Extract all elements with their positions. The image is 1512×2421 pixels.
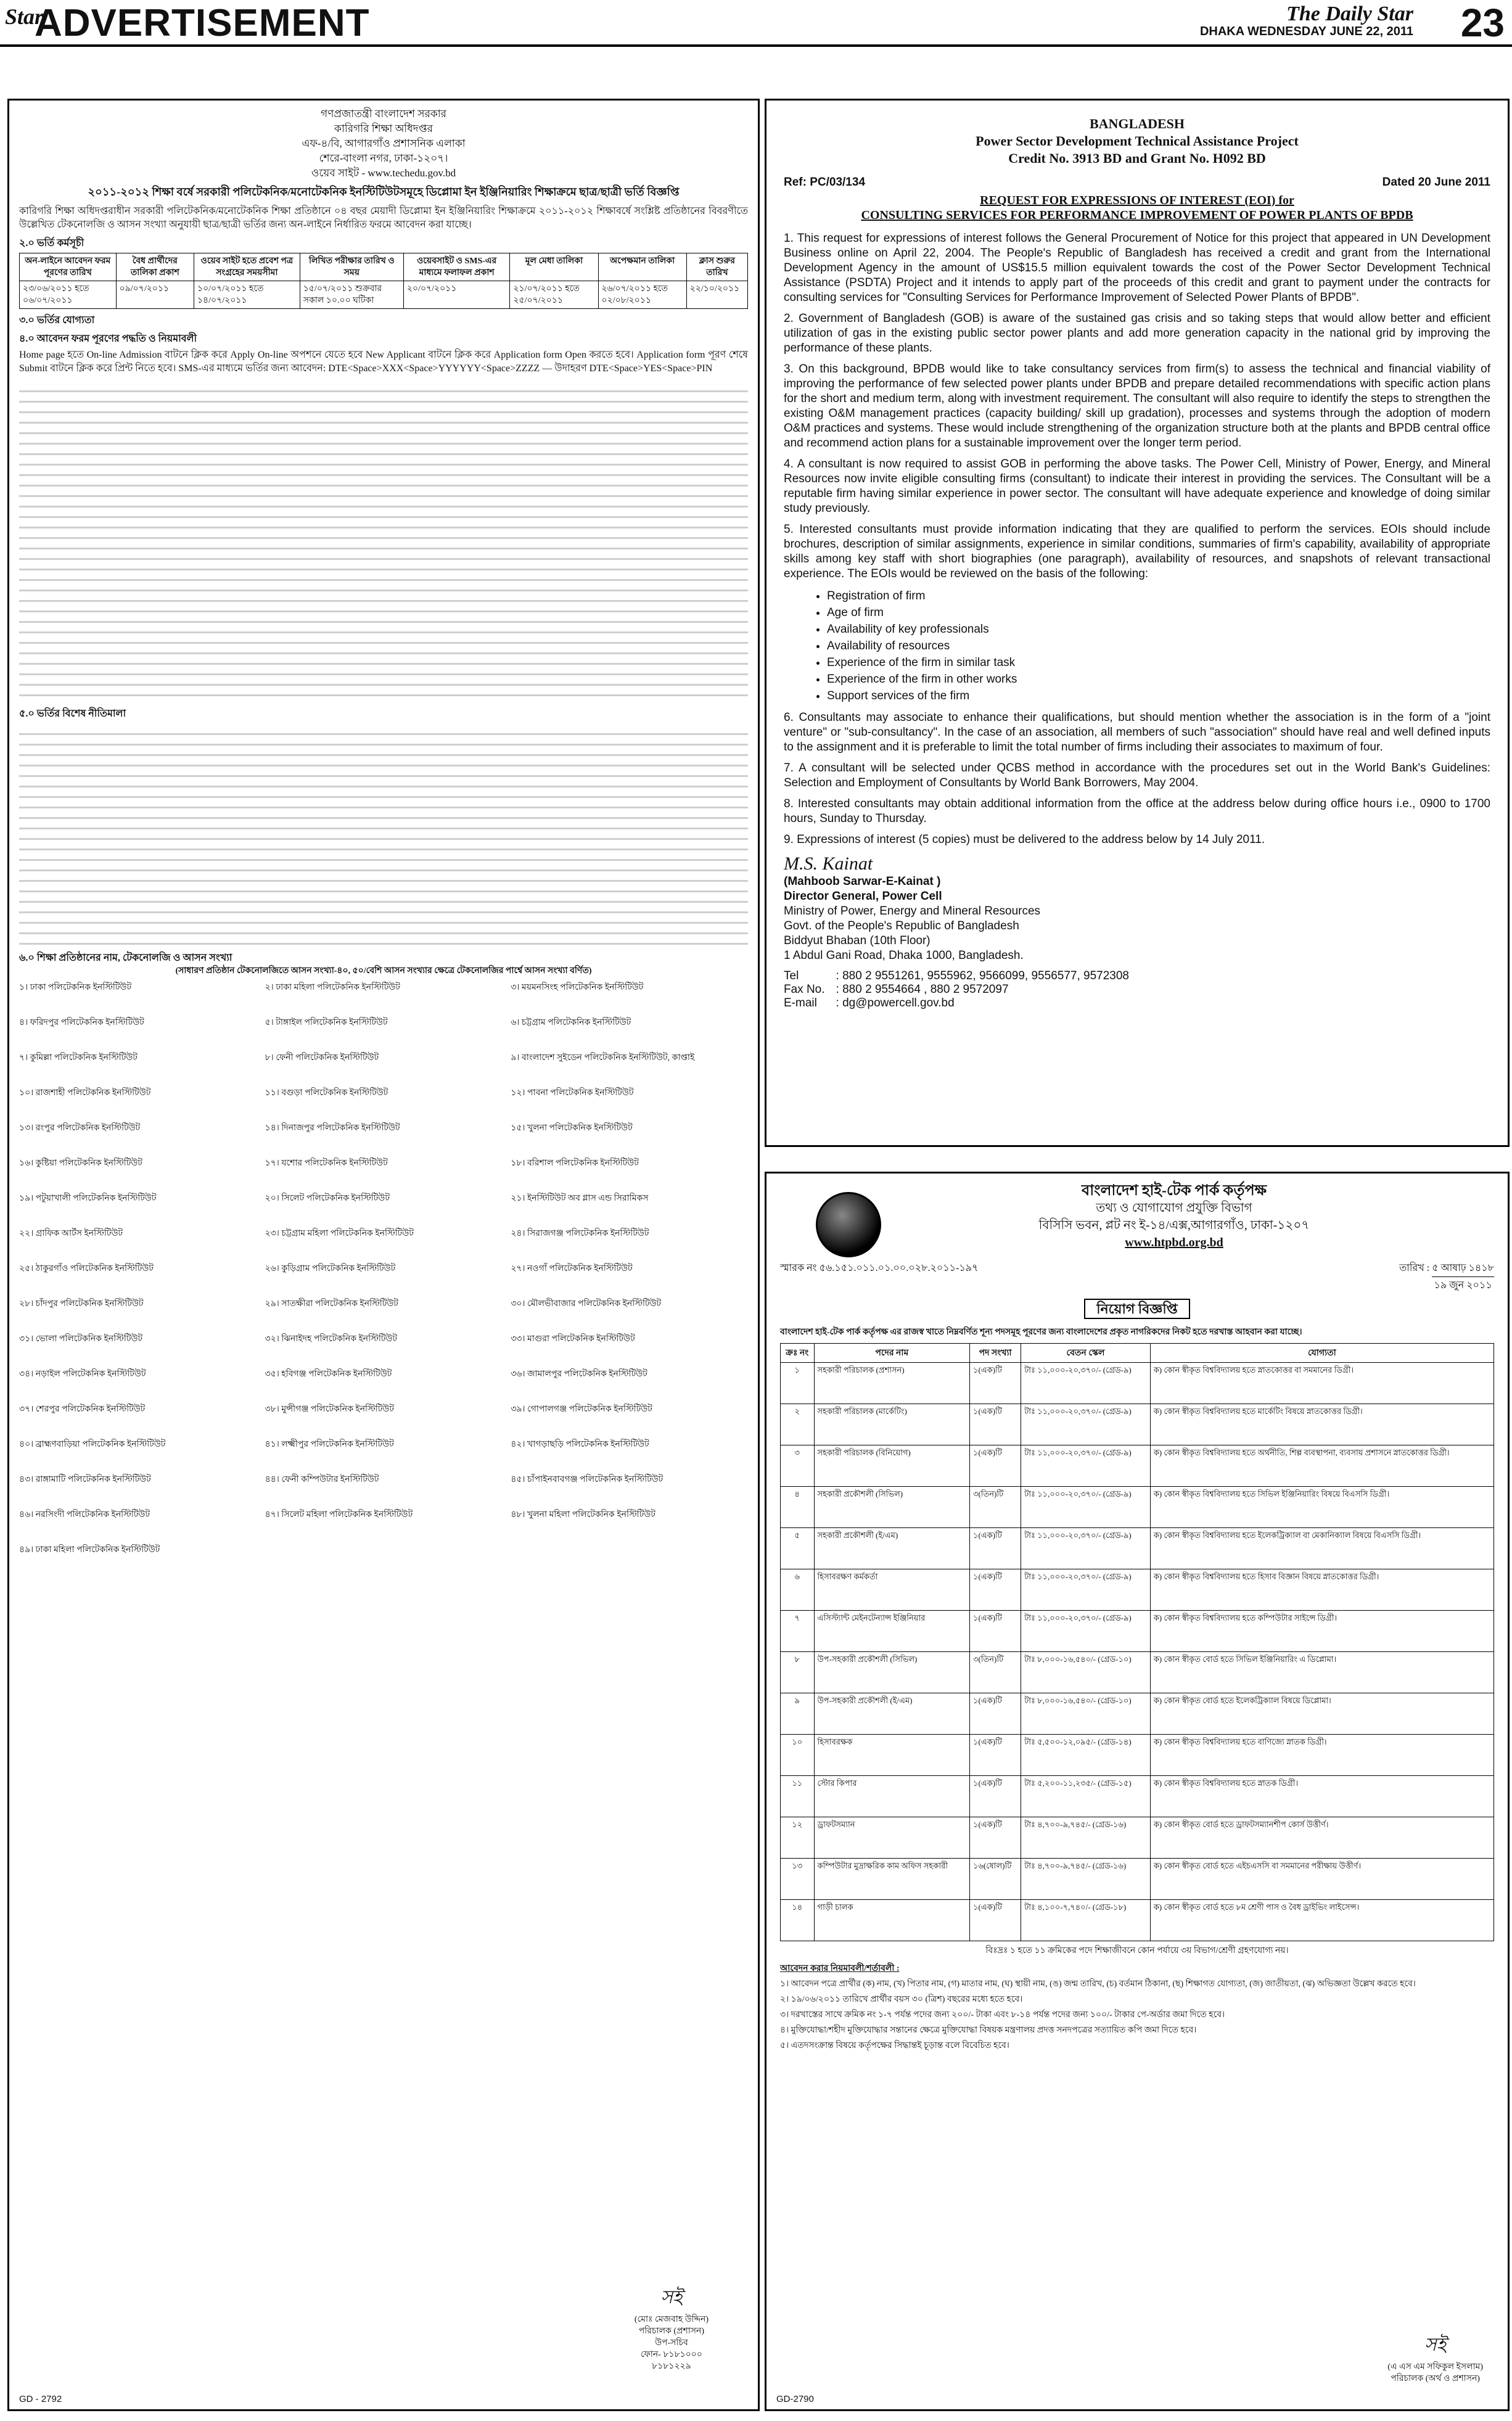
table-cell: ক) কোন স্বীকৃত বিশ্ববিদ্যালয় হতে কম্পিউটার সাইন্সে ডিগ্রী। <box>1150 1611 1494 1652</box>
table-cell: ৫ <box>781 1528 815 1569</box>
list-item: ৩৪। নড়াইল পলিটেকনিক ইনস্টিটিউট <box>19 1370 146 1379</box>
table-header-cell: ওয়েবসাইট ও SMS-এর মাধ্যমে ফলাফল প্রকাশ <box>403 253 510 281</box>
ad-header <box>19 107 748 181</box>
header-line: এফ-৪/বি, আগারগাঁও প্রশাসনিক এলাকা <box>302 138 466 149</box>
list-item: ৪২। খাগড়াছড়ি পলিটেকনিক ইনস্টিটিউট <box>511 1440 649 1449</box>
table-cell: সহকারী পরিচালক (মার্কেটিং) <box>814 1404 970 1445</box>
table-row <box>20 281 748 309</box>
list-item: • Experience of the firm in similar task <box>827 654 1490 671</box>
eoi-body <box>784 231 1490 582</box>
section-heading: ৬.০ শিক্ষা প্রতিষ্ঠানের নাম, টেকনোলজি ও আসন সংখ্যা <box>19 953 232 963</box>
table-row <box>781 1900 1494 1941</box>
table-cell: টাঃ ৪,৭০০-৯,৭৪৫/- (গ্রেড-১৬) <box>1021 1859 1151 1900</box>
list-item: ২৩। চট্টগ্রাম মহিলা পলিটেকনিক ইনস্টিটিউট <box>265 1229 414 1238</box>
list-item: ৩১। ভোলা পলিটেকনিক ইনস্টিটিউট <box>19 1334 143 1344</box>
ad-code: GD-2790 <box>776 2394 814 2404</box>
table-cell: ১০ <box>781 1735 815 1776</box>
table-cell: ৬ <box>781 1569 815 1611</box>
table-cell: টাঃ ১১,০০০-২০,৩৭০/- (গ্রেড-৯) <box>1021 1445 1151 1487</box>
table-cell: ১(এক)টি <box>970 1404 1021 1445</box>
signatory-line: Biddyut Bhaban (10th Floor) <box>784 934 931 947</box>
table-row <box>781 1735 1494 1776</box>
table-row <box>781 1859 1494 1900</box>
application-instructions: Home page হতে On-line Admission বাটনে ক্লিক করে Apply On-line অপশনে যেতে হবে New Applicant বাটনে ক্লিক করে Application form Open করতে হবে। Application form পূরণ শেষে Submit বাটনে ক্লিক করে প্রিন্ট নিতে হবে। SMS-এর মাধ্যমে ভর্তির জন্য আবেদন: DTE<Space>XXX<Space>YYYYYY<Space>ZZZZ — উদাহরণ DTE<Space>YES<Space>PIN <box>19 350 748 374</box>
table-cell: ১৩ <box>781 1859 815 1900</box>
table-row <box>781 1817 1494 1859</box>
paragraph: 8. Interested consultants may obtain additional information from the office at the address below during office hours i.e., 0900 to 1700 hours, Sunday to Thursday. <box>784 797 1490 825</box>
paragraph: 6. Consultants may associate to enhance their qualifications, but should mention whether the association is in the form of a "joint venture" or "sub-consultancy". In the case of an association, all members of such "association" should have real and well defined inputs to the assignment and it is preferable to limit the total number of firms including their associates to maximum of four. <box>784 711 1490 754</box>
table-cell: ১(এক)টি <box>970 1363 1021 1404</box>
header-line: বাংলাদেশ হাই-টেক পার্ক কর্তৃপক্ষ <box>1081 1183 1267 1199</box>
rule-item: ৩। দরখাস্তের সাথে ক্রমিক নং ১-৭ পর্যন্ত পদের জন্য ২০০/- টাকা এবং ৮-১৪ পর্যন্ত পদের জন্য ১০০/- টাকার পে-অর্ডার জমা দিতে হবে। <box>780 2010 1225 2020</box>
list-item: ২। ঢাকা মহিলা পলিটেকনিক ইনস্টিটিউট <box>265 983 400 992</box>
contact-value: : 880 2 9554664 , 880 2 9572097 <box>836 983 1009 996</box>
list-item: ১৩। রংপুর পলিটেকনিক ইনস্টিটিউট <box>19 1124 141 1133</box>
list-item: ৪০। ব্রাহ্মণবাড়িয়া পলিটেকনিক ইনস্টিটিউট <box>19 1440 166 1449</box>
ad-header <box>784 115 1490 167</box>
signatory-line: Ministry of Power, Energy and Mineral Resources <box>784 905 1041 918</box>
list-item: ১৫। খুলনা পলিটেকনিক ইনস্টিটিউট <box>511 1124 633 1133</box>
table-cell: ১(এক)টি <box>970 1445 1021 1487</box>
signature-block <box>635 2282 709 2372</box>
header-line: www.htpbd.org.bd <box>1125 1236 1223 1249</box>
table-cell: ড্রাফটসম্যান <box>814 1817 970 1859</box>
table-cell: ক) কোন স্বীকৃত বোর্ড হতে ইলেকট্রিক্যাল বিষয়ে ডিপ্লোমা। <box>1150 1693 1494 1735</box>
table-header-row <box>20 253 748 281</box>
table-cell: ১২ <box>781 1817 815 1859</box>
table-cell: ১(এক)টি <box>970 1569 1021 1611</box>
table-cell: ২৩/০৬/২০১১ হতে ০৬/০৭/২০১১ <box>20 281 117 309</box>
list-item: ১১। বগুড়া পলিটেকনিক ইনস্টিটিউট <box>265 1088 388 1098</box>
table-cell: ০৯/০৭/২০১১ <box>116 281 194 309</box>
signatory-line: পরিচালক (প্রশাসন) <box>638 2327 705 2336</box>
eoi-body-continued <box>784 710 1490 847</box>
paragraph: 5. Interested consultants must provide information indicating that they are qualified to perform the services. EOIs should include brochures, description of similar assignments, experience in similar conditions, summaries of firm's capability, availability of appropriate skills among key staff with short biographies (one paragraph), availability of resources, and snapshots of relevant transactional experience. The EOIs would be reviewed on the basis of the following: <box>784 523 1490 580</box>
table-header-cell: বৈধ প্রার্থীদের তালিকা প্রকাশ <box>116 253 194 281</box>
ad-title <box>784 193 1490 223</box>
table-cell: সহকারী পরিচালক (প্রশাসন) <box>814 1363 970 1404</box>
signature: সই <box>1424 2335 1447 2355</box>
ad-title: ২০১১-২০১২ শিক্ষা বর্ষে সরকারী পলিটেকনিক/মনোটেকনিক ইনস্টিটিউটসমূহে ডিপ্লোমা ইন ইঞ্জিনিয়ারিং শিক্ষাক্রমে ছাত্র/ছাত্রী ভর্তি বিজ্ঞপ্তি <box>88 186 680 198</box>
section-heading: ৩.০ ভর্তির যোগ্যতা <box>19 315 95 326</box>
header-line: কারিগরি শিক্ষা অধিদপ্তর <box>334 123 433 134</box>
memo-number: স্মারক নং ৫৬.১৫১.০১১.০১.০০.০২৮.২০১১-১৯৭ <box>780 1263 979 1273</box>
table-cell: ক) কোন স্বীকৃত বোর্ড হতে ড্রাফটসম্যানশীপ কোর্স উত্তীর্ণ। <box>1150 1817 1494 1859</box>
list-item: ১০। রাজশাহী পলিটেকনিক ইনস্টিটিউট <box>19 1088 151 1098</box>
table-cell: ১৬(ষোল)টি <box>970 1859 1021 1900</box>
table-cell: ক) কোন স্বীকৃত বোর্ড হতে সিভিল ইঞ্জিনিয়ারিং এ ডিপ্লোমা। <box>1150 1652 1494 1693</box>
organization-emblem-icon <box>816 1192 881 1257</box>
list-item: ১। ঢাকা পলিটেকনিক ইনস্টিটিউট <box>19 983 132 992</box>
list-item: ৩৭। শেরপুর পলিটেকনিক ইনস্টিটিউট <box>19 1405 146 1414</box>
header-line: গণপ্রজাতন্ত্রী বাংলাদেশ সরকার <box>320 108 447 120</box>
table-cell: ১(এক)টি <box>970 1776 1021 1817</box>
page-number: 23 <box>1460 1 1505 45</box>
ad-header <box>854 1182 1494 1251</box>
list-item: ৩৫। হবিগঞ্জ পলিটেকনিক ইনস্টিটিউট <box>265 1370 392 1379</box>
table-cell: ২২/১০/২০১১ <box>686 281 747 309</box>
rules-heading: আবেদন করার নিয়মাবলী/শর্তাবলী : <box>780 1964 900 1973</box>
table-cell: টাঃ ১১,০০০-২০,৩৭০/- (গ্রেড-৯) <box>1021 1487 1151 1528</box>
table-header-row <box>781 1344 1494 1363</box>
table-cell: ১৪ <box>781 1900 815 1941</box>
list-item: ৪৪। ফেনী কম্পিউটার ইনস্টিটিউট <box>265 1475 379 1484</box>
eoi-notice-ad <box>765 99 1510 1147</box>
masthead <box>0 0 1512 47</box>
table-cell: ক) কোন স্বীকৃত বিশ্ববিদ্যালয় হতে বাণিজ্যে স্নাতক ডিগ্রী। <box>1150 1735 1494 1776</box>
table-row <box>781 1693 1494 1735</box>
table-cell: গাড়ী চালক <box>814 1900 970 1941</box>
table-cell: স্টোর কিপার <box>814 1776 970 1817</box>
list-item: • Age of firm <box>827 604 1490 621</box>
table-row <box>781 1487 1494 1528</box>
table-cell: টাঃ ৫,৫০০-১২,০৯৫/- (গ্রেড-১৪) <box>1021 1735 1151 1776</box>
newspaper-name: The Daily Star <box>1286 2 1413 25</box>
table-cell: টাঃ ৮,০০০-১৬,৫৪০/- (গ্রেড-১০) <box>1021 1693 1151 1735</box>
table-cell: ১(এক)টি <box>970 1817 1021 1859</box>
table-cell: টাঃ ১১,০০০-২০,৩৭০/- (গ্রেড-৯) <box>1021 1404 1151 1445</box>
list-item: ২১। ইনস্টিটিউট অব গ্লাস এন্ড সিরামিকস <box>511 1194 649 1203</box>
list-item: ৫। টাঙ্গাইল পলিটেকনিক ইনস্টিটিউট <box>265 1018 388 1027</box>
list-item: ৮। ফেনী পলিটেকনিক ইনস্টিটিউট <box>265 1053 379 1063</box>
evaluation-criteria-list <box>827 588 1490 704</box>
contact-label: E-mail <box>784 997 817 1009</box>
date-bengali: ৫ আষাঢ় ১৪১৮ <box>1432 1260 1494 1277</box>
table-cell: ৪ <box>781 1487 815 1528</box>
table-cell: এসিস্ট্যান্ট মেইনটেন্যান্স ইঞ্জিনিয়ার <box>814 1611 970 1652</box>
signatory-line: (Mahboob Sarwar-E-Kainat ) <box>784 875 941 888</box>
paragraph: 9. Expressions of interest (5 copies) must be delivered to the address below by 14 July 2011. <box>784 833 1265 846</box>
list-item: • Availability of resources <box>827 638 1490 654</box>
signature-block <box>1387 2330 1483 2385</box>
table-cell: ২১/০৭/২০১১ হতে ২৫/০৭/২০১১ <box>510 281 598 309</box>
rule-item: ২। ১৯/০৬/২০১১ তারিখে প্রার্থীর বয়স ৩০ (ত্রিশ) বছরের মধ্যে হতে হবে। <box>780 1995 1023 2004</box>
header-line: বিসিসি ভবন, প্লট নং ই-১৪/এক্স,আগারগাঁও, ঢাকা-১২০৭ <box>1038 1219 1310 1232</box>
table-header-cell: ক্রঃ নং <box>781 1344 815 1363</box>
list-item: ২৭। নওগাঁ পলিটেকনিক ইনস্টিটিউট <box>511 1264 633 1273</box>
list-item: ১৯। পটুয়াখালী পলিটেকনিক ইনস্টিটিউট <box>19 1194 157 1203</box>
table-cell: হিসাবরক্ষক <box>814 1735 970 1776</box>
table-cell: হিসাবরক্ষণ কর্মকর্তা <box>814 1569 970 1611</box>
date-label: তারিখ : <box>1399 1263 1430 1273</box>
table-cell: ক) কোন স্বীকৃত বিশ্ববিদ্যালয় হতে সিভিল ইঞ্জিনিয়ারিং বিষয়ে বিএসসি ডিগ্রী। <box>1150 1487 1494 1528</box>
list-item: ৪১। লক্ষ্মীপুর পলিটেকনিক ইনস্টিটিউট <box>265 1440 394 1449</box>
table-row <box>781 1363 1494 1404</box>
table-cell: ২ <box>781 1404 815 1445</box>
table-cell: ৩(তিন)টি <box>970 1487 1021 1528</box>
table-row <box>781 1776 1494 1817</box>
table-cell: ১(এক)টি <box>970 1735 1021 1776</box>
instruction-text-block <box>19 382 748 702</box>
section-heading: ৪.০ আবেদন ফরম পূরণের পদ্ধতি ও নিয়মাবলী <box>19 334 197 344</box>
policy-text-block <box>19 725 748 947</box>
signatory-line: পরিচালক (অর্থ ও প্রশাসন) <box>1391 2374 1480 2383</box>
list-item: ৩০। মৌলভীবাজার পলিটেকনিক ইনস্টিটিউট <box>511 1299 662 1309</box>
header-line: Credit No. 3913 BD and Grant No. H092 BD <box>1008 150 1266 166</box>
list-item: • Support services of the firm <box>827 688 1490 704</box>
list-item: ২৬। কুড়িগ্রাম পলিটেকনিক ইনস্টিটিউট <box>265 1264 396 1273</box>
table-cell: ১১ <box>781 1776 815 1817</box>
list-item: • Experience of the firm in other works <box>827 671 1490 688</box>
table-cell: ১৫/০৭/২০১১ শুক্রবার সকাল ১০.০০ ঘটিকা <box>300 281 403 309</box>
list-item: ৪৩। রাঙ্গামাটি পলিটেকনিক ইনস্টিটিউট <box>19 1475 151 1484</box>
table-cell: টাঃ ৮,০০০-১৬,৫৪০/- (গ্রেড-১০) <box>1021 1652 1151 1693</box>
rule-item: ৪। মুক্তিযোদ্ধা/শহীদ মুক্তিযোদ্ধার সন্তানের ক্ষেত্রে মুক্তিযোদ্ধা বিষয়ক মন্ত্রণালয় প্রদত্ত সনদপত্রের সত্যায়িত কপি জমা দিতে হবে। <box>780 2026 1197 2035</box>
signature: M.S. Kainat <box>784 853 873 874</box>
signatory-line: (মোঃ মেজবাহ উদ্দিন) <box>634 2315 709 2324</box>
ad-code: GD - 2792 <box>19 2394 62 2404</box>
table-cell: সহকারী প্রকৌশলী (সিভিল) <box>814 1487 970 1528</box>
header-line: BANGLADESH <box>1089 116 1185 131</box>
ad-title: নিয়োগ বিজ্ঞপ্তি <box>1084 1299 1190 1319</box>
list-item: ৪। ফরিদপুর পলিটেকনিক ইনস্টিটিউট <box>19 1018 144 1027</box>
table-header-cell: মূল মেধা তালিকা <box>510 253 598 281</box>
institutes-subheading: (সাধারণ প্রতিষ্ঠান টেকনোলজিতে আসন সংখ্যা-৪০, ৫০/বেশি আসন সংখ্যার ক্ষেত্রে টেকনোলজির পার্শ্বে আসন সংখ্যা বর্ণিত) <box>175 966 592 976</box>
rule-item: ৫। এতদসংক্রান্ত বিষয়ে কর্তৃপক্ষের সিদ্ধান্তই চূড়ান্ত বলে বিবেচিত হবে। <box>780 2041 1009 2050</box>
table-header-cell: অপেক্ষমান তালিকা <box>598 253 686 281</box>
table-cell: ১(এক)টি <box>970 1528 1021 1569</box>
list-item: ২৪। সিরাজগঞ্জ পলিটেকনিক ইনস্টিটিউট <box>511 1229 649 1238</box>
ad-intro: কারিগরি শিক্ষা অধিদপ্তরাধীন সরকারী পলিটেকনিক/মনোটেকনিক শিক্ষা প্রতিষ্ঠানে ০৪ বছর মেয়াদী ডিপ্লোমা ইন ইঞ্জিনিয়ারিং শিক্ষাক্রমে ২০১১-২০১২ শিক্ষাবর্ষে সংশ্লিষ্ট প্রতিষ্ঠানের বিবরণীতে উল্লেখিত টেকনোলজি ও আসন সংখ্যা অনুযায়ী ছাত্র/ছাত্রী ভর্তির জন্য অন-লাইনে নির্ধারিত ফরমে আবেদন করা যাচ্ছে। <box>19 206 748 230</box>
table-cell: সহকারী প্রকৌশলী (ই/এম) <box>814 1528 970 1569</box>
contact-row <box>784 983 1129 997</box>
table-header-cell: যোগ্যতা <box>1150 1344 1494 1363</box>
recruitment-notice-ad <box>765 1172 1510 2411</box>
header-line: শেরে-বাংলা নগর, ঢাকা-১২০৭। <box>319 152 448 164</box>
list-item: • Registration of firm <box>827 588 1490 604</box>
section-heading: ২.০ ভর্তি কর্মসূচী <box>19 238 84 249</box>
ad-intro: বাংলাদেশ হাই-টেক পার্ক কর্তৃপক্ষ এর রাজস্ব খাতে নিম্নবর্ণিত শূন্য পদসমূহ পূরণের জন্য বাংলাদেশের প্রকৃত নাগরিকদের নিকট হতে দরখাস্ত আহবান করা যাচ্ছে। <box>780 1328 1302 1337</box>
paragraph: 1. This request for expressions of interest follows the General Procurement of Notice for this project that appeared in UN Development Business online on April 22, 2004. The People's Republic of Bangladesh has received a credit and grant from the International Development Agency in the amount of US$15.5 million equivalent towards the cost of the Power Sector Development Technical Assistance (PSDTA) Project and it intends to apply part of the proceeds of this credit and grant to payment under the contracts for consulting services for "Consulting Services for Performance Improvement of Selected Power Plants of BPDB". <box>784 232 1490 304</box>
list-item: ২৯। সাতক্ষীরা পলিটেকনিক ইনস্টিটিউট <box>265 1299 398 1309</box>
newspaper-logo: Star <box>5 4 44 29</box>
signatory-line: Govt. of the People's Republic of Bangladesh <box>784 919 1019 932</box>
table-cell: ৯ <box>781 1693 815 1735</box>
signatory-line: 1 Abdul Gani Road, Dhaka 1000, Bangladesh. <box>784 949 1024 962</box>
table-cell: ৩ <box>781 1445 815 1487</box>
table-cell: টাঃ ৪,১০০-৭,৭৪০/- (গ্রেড-১৮) <box>1021 1900 1151 1941</box>
table-cell: টাঃ ১১,০০০-২০,৩৭০/- (গ্রেড-৯) <box>1021 1611 1151 1652</box>
table-row <box>781 1404 1494 1445</box>
institutes-list <box>19 982 748 1579</box>
list-item: ১৪। দিনাজপুর পলিটেকনিক ইনস্টিটিউট <box>265 1124 400 1133</box>
table-cell: ক) কোন স্বীকৃত বোর্ড হতে এইচএসসি বা সমমানের পরীক্ষায় উত্তীর্ণ। <box>1150 1859 1494 1900</box>
paragraph: 4. A consultant is now required to assist GOB in performing the above tasks. The Power Cell, Ministry of Power, Energy, and Mineral Resources now invite eligible consulting firms (consultant) to indicate their interest in providing the services. The Consultant will be a reputable firm having similar experience in power sector. The consultant will have adequate experience and knowledge of doing similar study previously. <box>784 458 1490 515</box>
list-item: ৩৮। মুন্সীগঞ্জ পলিটেকনিক ইনস্টিটিউট <box>265 1405 394 1414</box>
table-header-cell: ক্লাস শুরুর তারিখ <box>686 253 747 281</box>
table-header-cell: অন-লাইনে আবেদন ফরম পূরণের তারিখ <box>20 253 117 281</box>
table-cell: সহকারী পরিচালক (বিনিয়োগ) <box>814 1445 970 1487</box>
list-item: ৪৬। নরসিংদী পলিটেকনিক ইনস্টিটিউট <box>19 1510 150 1519</box>
list-item: ৪৭। সিলেট মহিলা পলিটেকনিক ইনস্টিটিউট <box>265 1510 413 1519</box>
contact-table <box>784 969 1129 1010</box>
admission-schedule-table <box>19 253 748 309</box>
table-cell: টাঃ ১১,০০০-২০,৩৭০/- (গ্রেড-৯) <box>1021 1569 1151 1611</box>
signatory-line: উপ-সচিব <box>655 2338 688 2348</box>
table-cell: ২০/০৭/২০১১ <box>403 281 510 309</box>
list-item: • Availability of key professionals <box>827 621 1490 638</box>
table-row <box>781 1611 1494 1652</box>
list-item: ৭। কুমিল্লা পলিটেকনিক ইনস্টিটিউট <box>19 1053 138 1063</box>
section-title: ADVERTISEMENT <box>35 2 370 44</box>
table-cell: ক) কোন স্বীকৃত বিশ্ববিদ্যালয় হতে স্নাতকোত্তর বা সমমানের ডিগ্রী। <box>1150 1363 1494 1404</box>
list-item: ৩। ময়মনসিংহ পলিটেকনিক ইনস্টিটিউট <box>511 983 644 992</box>
contact-row <box>784 997 1129 1010</box>
list-item: ৩৬। জামালপুর পলিটেকনিক ইনস্টিটিউট <box>511 1370 647 1379</box>
paragraph: 7. A consultant will be selected under QCBS method in accordance with the procedures set out in the World Bank's Guidelines: Selection and Employment of Consultants by World Bank Borrowers, May 2004. <box>784 762 1490 789</box>
list-item: ৪৮। খুলনা মহিলা পলিটেকনিক ইনস্টিটিউট <box>511 1510 655 1519</box>
rule-item: ১। আবেদন পত্রে প্রার্থীর (ক) নাম, (খ) পিতার নাম, (গ) মাতার নাম, (ঘ) স্থায়ী নাম, (ঙ) জন্ম তারিখ, (চ) বর্তমান ঠিকানা, (ছ) শিক্ষাগত যোগ্যতা, (জ) জাতীয়তা, (ঝ) অভিজ্ঞতা উল্লেখ করতে হবে। <box>780 1979 1416 1989</box>
list-item: ২৮। চাঁদপুর পলিটেকনিক ইনস্টিটিউট <box>19 1299 144 1309</box>
table-cell: উপ-সহকারী প্রকৌশলী (ই/এম) <box>814 1693 970 1735</box>
signatory-line: Director General, Power Cell <box>784 890 942 903</box>
list-item: ৬। চট্টগ্রাম পলিটেকনিক ইনস্টিটিউট <box>511 1018 631 1027</box>
contact-label: Fax No. <box>784 983 825 996</box>
contact-row <box>784 969 1129 983</box>
reference-number: Ref: PC/03/134 <box>784 176 866 189</box>
table-cell: টাঃ ১১,০০০-২০,৩৭০/- (গ্রেড-৯) <box>1021 1363 1151 1404</box>
issue-date: Dated 20 June 2011 <box>1382 176 1490 189</box>
contact-label: Tel <box>784 969 799 982</box>
table-cell: টাঃ ৫,২০০-১১,২৩৫/- (গ্রেড-১৫) <box>1021 1776 1151 1817</box>
list-item: ২০। সিলেট পলিটেকনিক ইনস্টিটিউট <box>265 1194 390 1203</box>
table-header-cell: ওয়েব সাইট হতে প্রবেশ পত্র সংগ্রহের সময়সীমা <box>194 253 300 281</box>
table-cell: উপ-সহকারী প্রকৌশলী (সিভিল) <box>814 1652 970 1693</box>
rules-list <box>780 1978 1494 2052</box>
list-item: ২৫। ঠাকুরগাঁও পলিটেকনিক ইনস্টিটিউট <box>19 1264 154 1273</box>
list-item: ২২। গ্রাফিক আর্টস ইনস্টিটিউট <box>19 1229 123 1238</box>
paragraph: 2. Government of Bangladesh (GOB) is aware of the sustained gas crisis and so taking steps that would allow better and efficient utilization of gas in the existing public sector power plants and add more generation capacity in the national grid by improving the performance of these plants. <box>784 312 1490 355</box>
list-item: ১৭। যশোর পলিটেকনিক ইনস্টিটিউট <box>265 1159 388 1168</box>
signatory-line: ফোন- ৮১৮১০০০ <box>640 2350 702 2359</box>
table-row <box>781 1445 1494 1487</box>
table-header-cell: পদ সংখ্যা <box>970 1344 1021 1363</box>
table-cell: ক) কোন স্বীকৃত বিশ্ববিদ্যালয় হতে অর্থনীতি, শিল্প ব্যবস্থাপনা, ব্যবসায় প্রশাসনে স্নাতকোত্তর ডিগ্রী। <box>1150 1445 1494 1487</box>
table-cell: ক) কোন স্বীকৃত বিশ্ববিদ্যালয় হতে হিসাব বিজ্ঞান বিষয়ে স্নাতকোত্তর ডিগ্রী। <box>1150 1569 1494 1611</box>
table-cell: ক) কোন স্বীকৃত বিশ্ববিদ্যালয় হতে মার্কেটিং বিষয়ে স্নাতকোত্তর ডিগ্রী। <box>1150 1404 1494 1445</box>
admission-notice-ad <box>7 99 760 2411</box>
header-line: তথ্য ও যোগাযোগ প্রযুক্তি বিভাগ <box>1096 1201 1252 1215</box>
list-item: ১৬। কুষ্টিয়া পলিটেকনিক ইনস্টিটিউট <box>19 1159 142 1168</box>
list-item: ৯। বাংলাদেশ সুইডেন পলিটেকনিক ইনস্টিটিউট, কাপ্তাই <box>511 1053 695 1063</box>
signature: সই <box>660 2287 683 2308</box>
table-cell: ১ <box>781 1363 815 1404</box>
date-gregorian: ১৯ জুন ২০১১ <box>1434 1280 1492 1291</box>
table-cell: ক) কোন স্বীকৃত বিশ্ববিদ্যালয় হতে স্নাতক ডিগ্রী। <box>1150 1776 1494 1817</box>
table-cell: কম্পিউটার মুদ্রাক্ষরিক কাম অফিস সহকারী <box>814 1859 970 1900</box>
list-item: ৪৯। ঢাকা মহিলা পলিটেকনিক ইনস্টিটিউট <box>19 1545 160 1555</box>
vacancy-table <box>780 1343 1494 1941</box>
list-item: ৪৫। চাঁপাইনবাবগঞ্জ পলিটেকনিক ইনস্টিটিউট <box>511 1475 664 1484</box>
list-item: ৩৩। মাগুরা পলিটেকনিক ইনস্টিটিউট <box>511 1334 635 1344</box>
table-cell: ১(এক)টি <box>970 1900 1021 1941</box>
paragraph: 3. On this background, BPDB would like to take consultancy services from firm(s) to assess the technical and financial viability of improving the performance of few selected power plants under BPDB and prepare detailed recommendations with specific action plans for the short and medium term, along with investment requirement. The consultant will also require to identify the steps to strengthen the existing O&M management practices (capacity building/ skill up gradation), processes and systems through the adoption of modern O&M practices and systems. These would include strengthening of the organization structure both at the plants and BPDB central office and recommend action plans for a sustainable improvement over the longer term period. <box>784 363 1490 450</box>
table-cell: ৮ <box>781 1652 815 1693</box>
list-item: ৩২। ঝিনাইদহ পলিটেকনিক ইনস্টিটিউট <box>265 1334 398 1344</box>
table-row <box>781 1569 1494 1611</box>
contact-value: : dg@powercell.gov.bd <box>836 997 955 1009</box>
table-cell: ক) কোন স্বীকৃত বোর্ড হতে ৮ম শ্রেণী পাস ও বৈধ ড্রাইভিং লাইসেন্স। <box>1150 1900 1494 1941</box>
table-cell: টাঃ ১১,০০০-২০,৩৭০/- (গ্রেড-৯) <box>1021 1528 1151 1569</box>
section-heading: ৫.০ ভর্তির বিশেষ নীতিমালা <box>19 709 126 719</box>
signatory-line: (এ এস এম সফিকুল ইসলাম) <box>1387 2362 1483 2372</box>
list-item: ৩৯। গোপালগঞ্জ পলিটেকনিক ইনস্টিটিউট <box>511 1405 652 1414</box>
table-header-cell: লিখিত পরীক্ষার তারিখ ও সময় <box>300 253 403 281</box>
table-cell: ক) কোন স্বীকৃত বিশ্ববিদ্যালয় হতে ইলেকট্রিক্যাল বা মেকানিক্যাল বিষয়ে বিএসসি ডিগ্রী। <box>1150 1528 1494 1569</box>
table-cell: ১(এক)টি <box>970 1611 1021 1652</box>
header-line: Power Sector Development Technical Assistance Project <box>976 133 1299 149</box>
table-header-cell: পদের নাম <box>814 1344 970 1363</box>
title-line: CONSULTING SERVICES FOR PERFORMANCE IMPROVEMENT OF POWER PLANTS OF BPDB <box>861 208 1413 222</box>
table-cell: টাঃ ৪,৭০০-৯,৭৪৫/- (গ্রেড-১৬) <box>1021 1817 1151 1859</box>
list-item: ১৮। বরিশাল পলিটেকনিক ইনস্টিটিউট <box>511 1159 639 1168</box>
signatory-line: ৮১৮১২২৯ <box>652 2362 691 2371</box>
header-line: ওয়েব সাইট - www.techedu.gov.bd <box>311 167 456 179</box>
table-cell: ১(এক)টি <box>970 1693 1021 1735</box>
table-row <box>781 1528 1494 1569</box>
table-header-cell: বেতন স্কেল <box>1021 1344 1151 1363</box>
contact-value: : 880 2 9551261, 9555962, 9566099, 9556577, 9572308 <box>836 969 1129 982</box>
title-line: REQUEST FOR EXPRESSIONS OF INTEREST (EOI) for <box>980 194 1294 207</box>
table-cell: ৩(তিন)টি <box>970 1652 1021 1693</box>
table-cell: ১০/০৭/২০১১ হতে ১৪/০৭/২০১১ <box>194 281 300 309</box>
table-cell: ২৬/০৭/২০১১ হতে ০২/০৮/২০১১ <box>598 281 686 309</box>
table-row <box>781 1652 1494 1693</box>
table-cell: ৭ <box>781 1611 815 1652</box>
signatory-block <box>784 874 1490 963</box>
list-item: ১২। পাবনা পলিটেকনিক ইনস্টিটিউট <box>511 1088 634 1098</box>
issue-date: DHAKA WEDNESDAY JUNE 22, 2011 <box>1199 25 1413 38</box>
table-note: বিঃদ্রঃ ১ হতে ১১ ক্রমিকের পদে শিক্ষাজীবনে কোন পর্যায়ে ৩য় বিভাগ/শ্রেণী গ্রহণযোগ্য নয়। <box>985 1946 1289 1955</box>
